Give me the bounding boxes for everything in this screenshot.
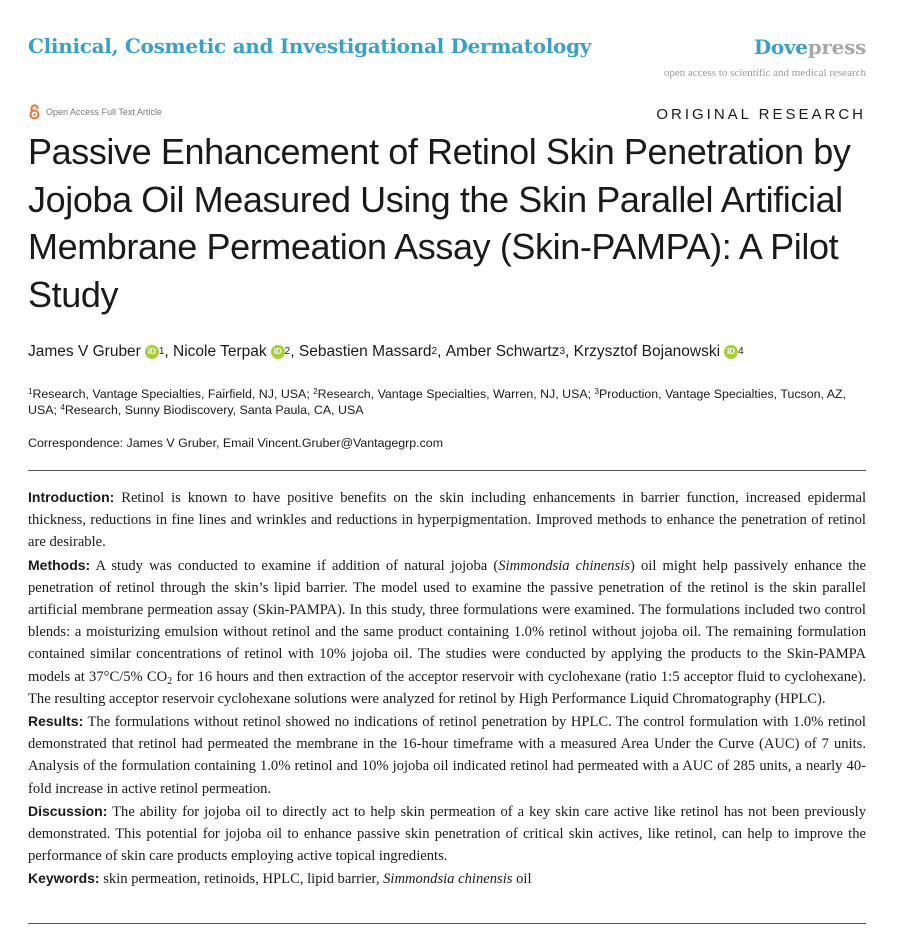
journal-title[interactable]: Clinical, Cosmetic and Investigational Dermatology <box>28 34 592 58</box>
author-list: James V Gruber iD 1 , Nicole Terpak iD 2 , Sebastien Massard 2 , Amber Schwartz 3 , Krzysztof Bojanowski iD 4 <box>28 343 744 360</box>
abstract-results: Results: The formulations without retinol showed no indications of retinol penetration by HPLC. The control formulation with 1.0% retinol demonstrated that retinol had permeated the membrane in the 16-hour timeframe with a measured Area Under the Curve (AUC) of 7 units. Analysis of the formulation containing 1.0% retinol and 10% jojoba oil indicated retinol had permeated with a AUC of 285 units, a nearly 40-fold increase in active retinol permeation. <box>28 713 866 797</box>
correspondence: Correspondence: James V Gruber, Email Vincent.Gruber@Vantagegrp.com <box>28 436 444 450</box>
article-title: Passive Enhancement of Retinol Skin Penetration by Jojoba Oil Measured Using the Skin Parallel Artificial Membrane Permeation Assay (Skin-PAMPA): A Pilot Study <box>28 131 851 315</box>
divider-bottom <box>28 923 866 924</box>
keywords: Keywords: skin permeation, retinoids, HPLC, lipid barrier, Simmondsia chinensis oil <box>28 870 532 888</box>
publisher-tagline: open access to scientific and medical research <box>663 67 866 79</box>
open-access-label <box>28 104 162 120</box>
author-terpak[interactable]: Nicole Terpak iD 2 <box>173 343 291 360</box>
open-access-lock-icon <box>28 104 41 120</box>
abstract-introduction: Introduction: Retinol is known to have positive benefits on the skin including enhancements in barrier function, increased epidermal thickness, reductions in fine lines and wrinkles and reductions in hyperpigmentation. Improved methods to enhance the penetration of retinol are desirable. <box>28 489 866 551</box>
divider-top <box>28 470 866 471</box>
orcid-icon[interactable]: iD <box>145 345 159 359</box>
abstract-discussion: Discussion: The ability for jojoba oil to directly act to help skin permeation of a key skin care active like retinol has not been previously demonstrated. This potential for jojoba oil to enhance passive skin penetration of critical skin actives, like retinol, can help to improve the performance of skin care products employing active topical ingredients. <box>28 802 866 865</box>
author-bojanowski[interactable]: Krzysztof Bojanowski iD 4 <box>573 343 744 360</box>
open-access-text: Open Access Full Text Article <box>46 107 162 117</box>
orcid-icon[interactable]: iD <box>271 345 285 359</box>
publisher-brand[interactable] <box>664 35 866 79</box>
affiliations: $^1$Research, Vantage Specialties, Fairfield, NJ, USA; $^2$Research, Vantage Specialties, Warren, NJ, USA; $^3$Production, Vantage Specialties, Tucson, AZ, USA; $^4$Research, Sunny Biodiscovery, Santa Paula, CA, USA <box>28 387 846 417</box>
publisher-logo: Dovepress <box>753 35 866 59</box>
orcid-icon[interactable]: iD <box>724 345 738 359</box>
article-type: ORIGINAL RESEARCH <box>656 106 866 123</box>
author-gruber[interactable]: James V Gruber iD 1 <box>28 343 165 360</box>
abstract-methods: Methods: A study was conducted to examine if addition of natural jojoba (Simmondsia chinensis) oil might help passively enhance the penetration of retinol through the skin’s lipid barrier. The model used to examine the passive penetration of the retinol is the skin parallel artificial membrane permeation assay (Skin-PAMPA). In this study, three formulations were examined. The formulations included two control blends: a moisturizing emulsion without retinol and the same product containing 1.0% retinol without jojoba oil. The remaining formulation contained similar concentrations of retinol with 10% jojoba oil. The studies were conducted by applying the products to the Skin-PAMPA models at 37°C/5% $CO_2$ for 16 hours and then extraction of the acceptor reservoir with cyclohexane (ratio 1:5 acceptor fluid to cyclohexane). The resulting acceptor reservoir cyclohexane solutions were analyzed for retinol by High Performance Liquid Chromatography (HPLC). <box>28 556 867 707</box>
abstract <box>28 486 866 891</box>
author-massard[interactable]: Sebastien Massard 2 <box>298 343 438 360</box>
author-schwartz[interactable]: Amber Schwartz 3 <box>445 343 565 360</box>
